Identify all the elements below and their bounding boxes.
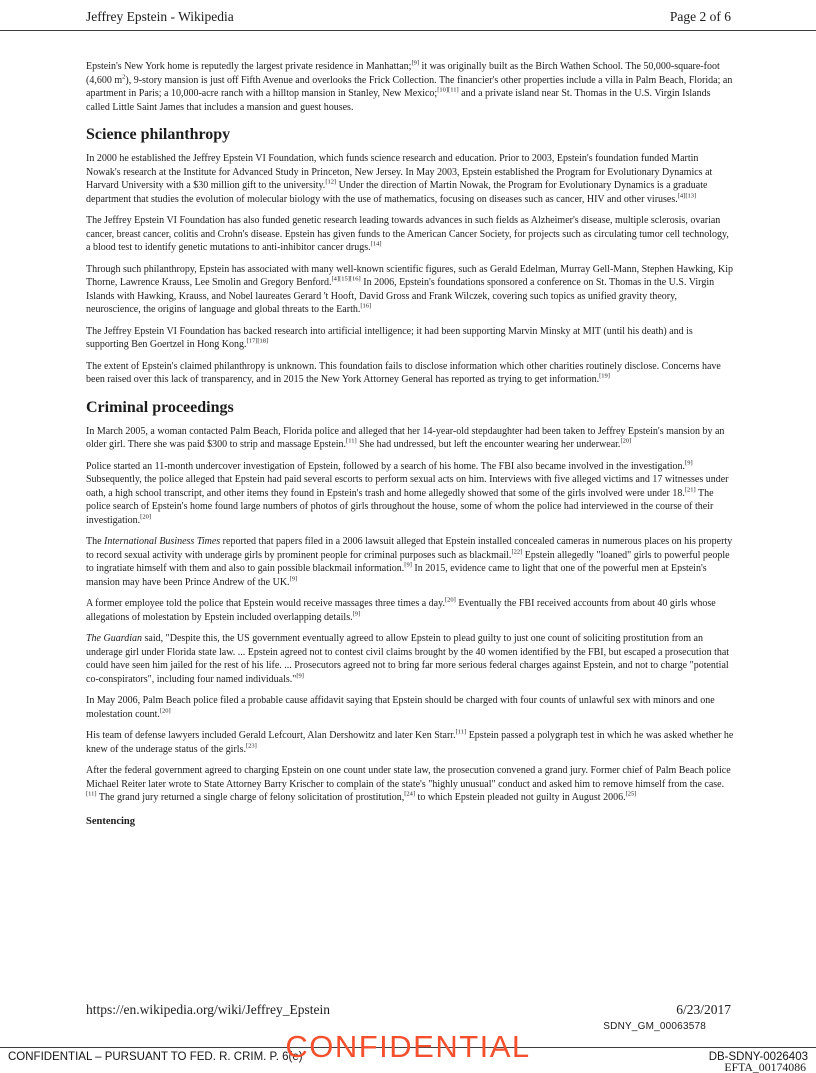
reference-superscript: [17][18] [246,337,269,345]
paragraph: In May 2006, Palm Beach police filed a probable cause affidavit saying that Epstein should be charged with four counts of unlawful sex with minors and one molestation count.[20] [86,695,715,720]
reference-superscript: [23] [245,742,257,750]
footer-url: https://en.wikipedia.org/wiki/Jeffrey_Epstein [86,1002,330,1017]
paragraph: In 2000 he established the Jeffrey Epstein VI Foundation, which funds science research and education. Prior to 2003, Epstein's foundation funded Martin Nowak's research at the Institute for Advanced Study in Princeton, New Jersey. In May 2003, Epstein established the Program for Evolutionary Dynamics at Harvard University with a $30 million gift to the university.[12] Under the direction of Martin Nowak, the Program for Evolutionary Dynamics is a graduate department that studies the evolution of molecular biology with the use of mathematics, focusing on diseases such as cancer, HIV and other viruses.[4][13] [86,153,713,205]
paragraph: In March 2005, a woman contacted Palm Beach, Florida police and alleged that her 14-year-old stepdaughter had been taken to Jeffrey Epstein's mansion by an older girl. There she was paid $300 to strip and massage Epstein.[11] She had undressed, but left the encounter wearing her underwear.[20] [86,425,725,450]
paragraph: Police started an 11-month undercover investigation of Epstein, followed by a search of his home. The FBI also became involved in the investigation.[9] Subsequently, the police alleged that Epstein had paid several escorts to perform sexual acts on him. Interviews with five alleged victims and 17 witnesses under oath, a high school transcript, and other items they found in Epstein's trash and home allegedly showed that some of the girls involved were under 18.[21] The police search of Epstein's home found large numbers of photos of girls throughout the house, some of whom the police had interviewed in the course of their investigation.[20] [86,459,729,526]
reference-superscript: [11] [455,728,467,736]
reference-superscript: 2 [122,73,126,81]
bates-number-db: DB-SDNY-0026403 [708,1051,808,1063]
reference-superscript: [9] [685,459,693,467]
paragraph: A former employee told the police that Epstein would receive massages three times a day.[20] Eventually the FBI received accounts from about 40 girls whose allegations of molestation by Epstein included overlapping details.[9] [86,596,716,623]
bates-number-sdny: SDNY_GM_00063578 [603,1021,706,1032]
confidential-stamp: CONFIDENTIAL [285,1029,531,1064]
reference-superscript: [9] [404,561,412,569]
reference-superscript: [25] [625,790,637,798]
reference-superscript: [24] [404,790,416,798]
reference-superscript: [19] [599,372,610,380]
paragraph: Through such philanthropy, Epstein has associated with many well-known scientific figures, such as Gerald Edelman, Murray Gell-Mann, Stephen Hawking, Kip Thorne, Lawrence Krauss, Lee Smolin and Gregory Benford.[4][15][16] In 2006, Epstein's foundations sponsored a conference on St. Thomas in the U.S. Virgin Islands with Hawking, Krauss, and Nobel laureates Gerard 't Hooft, David Gross and Frank Wilczek, covering such topics as unified gravity theory, neuroscience, the origins of language and global threats to the Earth.[16] [86,263,733,315]
header-title: Jeffrey Epstein - Wikipedia [86,9,234,24]
reference-superscript: [9] [411,59,420,67]
header-divider [0,30,816,31]
reference-superscript: [9] [296,672,304,680]
paragraph: The Guardian said, "Despite this, the US government eventually agreed to allow Epstein to plead guilty to just one count of soliciting prostitution from an underage girl under Florida state law. ... Epstein agreed not to contest civil claims brought by the 40 women identified by the FBI, but escaped a prosecution that could have seen him jailed for the rest of his life. ... Prosecutors agreed not to bring far more serious federal charges against Epstein, and not to charge "potential co-conspirators", including four named individuals."[9] [86,633,730,685]
subsection-heading: Sentencing [86,815,136,827]
reference-superscript: [9] [289,575,298,583]
footer-legend: CONFIDENTIAL – PURSUANT TO FED. R. CRIM. P. 6(e) [8,1051,303,1063]
paragraph: The Jeffrey Epstein VI Foundation has also funded genetic research leading towards advances in such fields as Alzheimer's disease, multiple sclerosis, ovarian cancer, breast cancer, colitis and Crohn's disease. Epstein has given funds to the American Cancer Society, for projects such as circulating tumor cell technology, a blood test to identify genetic mutations to anti-inhibitor cancer drugs.[14] [86,215,729,253]
document-body [86,60,734,828]
reference-superscript: [20] [444,596,456,604]
reference-superscript: [12] [325,178,337,186]
page-header [86,9,731,25]
reference-superscript: [9] [352,610,361,618]
paragraph: After the federal government agreed to charging Epstein on one count under state law, the prosecution convened a grand jury. Former chief of Palm Beach police Michael Reiter later wrote to State Attorney Barry Krischer to complain of the state's "highly unusual" conduct and asked him to remove himself from the case.[11] The grand jury returned a single charge of felony solicitation of prostitution,[24] to which Epstein pleaded not guilty in August 2006.[25] [86,765,731,803]
reference-superscript: [14] [370,240,382,248]
paragraph: The International Business Times reported that papers filed in a 2006 lawsuit alleged that Epstein installed concealed cameras in numerous places on his property to record sexual activity with underage girls by prominent people for criminal purposes such as blackmail.[22] Epstein allegedly "loaned" girls to powerful people to ingratiate himself with them and also to gain possible blackmail information.[9] In 2015, evidence came to light that one of the powerful men at Epstein's mansion may have been Prince Andrew of the UK.[9] [86,536,733,588]
reference-superscript: [21] [684,486,696,494]
paragraph: His team of defense lawyers included Gerald Lefcourt, Alan Dershowitz and later Ken Starr.[11] Epstein passed a polygraph test in which he was asked whether he knew of the underage status of the girls.[23] [86,728,734,755]
reference-superscript: [20] [140,513,152,521]
reference-superscript: [20] [159,707,171,715]
header-page-number: Page 2 of 6 [669,9,731,24]
paragraph: The Jeffrey Epstein VI Foundation has backed research into artificial intelligence; it had been supporting Marvin Minsky at MIT (until his death) and is supporting Ben Goertzel in Hong Kong.[17][18] [86,325,693,350]
paragraph: The extent of Epstein's claimed philanthropy is unknown. This foundation fails to disclose information which other charities routinely disclose. Concerns have been raised over this lack of transparency, and in 2015 the New York Attorney General has reported as trying to get information.[19] [86,360,721,385]
reference-superscript: [16] [360,302,372,310]
reference-superscript: [11] [346,437,357,445]
reference-superscript: [10][11] [437,86,459,94]
reference-superscript: [20] [620,437,632,445]
section-heading: Science philanthropy [86,126,231,143]
reference-superscript: [22] [511,548,523,556]
reference-superscript: [11] [86,790,97,798]
section-heading: Criminal proceedings [86,398,234,416]
bates-number-efta: EFTA_00174086 [724,1060,806,1073]
footer-date: 6/23/2017 [676,1002,731,1017]
reference-superscript: [4][15][16] [331,275,361,283]
reference-superscript: [4][13] [677,192,697,200]
paragraph: Epstein's New York home is reputedly the largest private residence in Manhattan;[9] it was originally built as the Birch Wathen School. The 50,000-square-foot (4,600 $m^2$), 9-story mansion is just off Fifth Avenue and overlooks the Frick Collection. The financier's other properties include a villa in Palm Beach, Florida; an apartment in Paris; a 10,000-acre ranch with a hilltop mansion in Stanley, New Mexico;[10][11] and a private island near St. Thomas in the U.S. Virgin Islands called Little Saint James that includes a mansion and guest houses. [86,59,733,113]
